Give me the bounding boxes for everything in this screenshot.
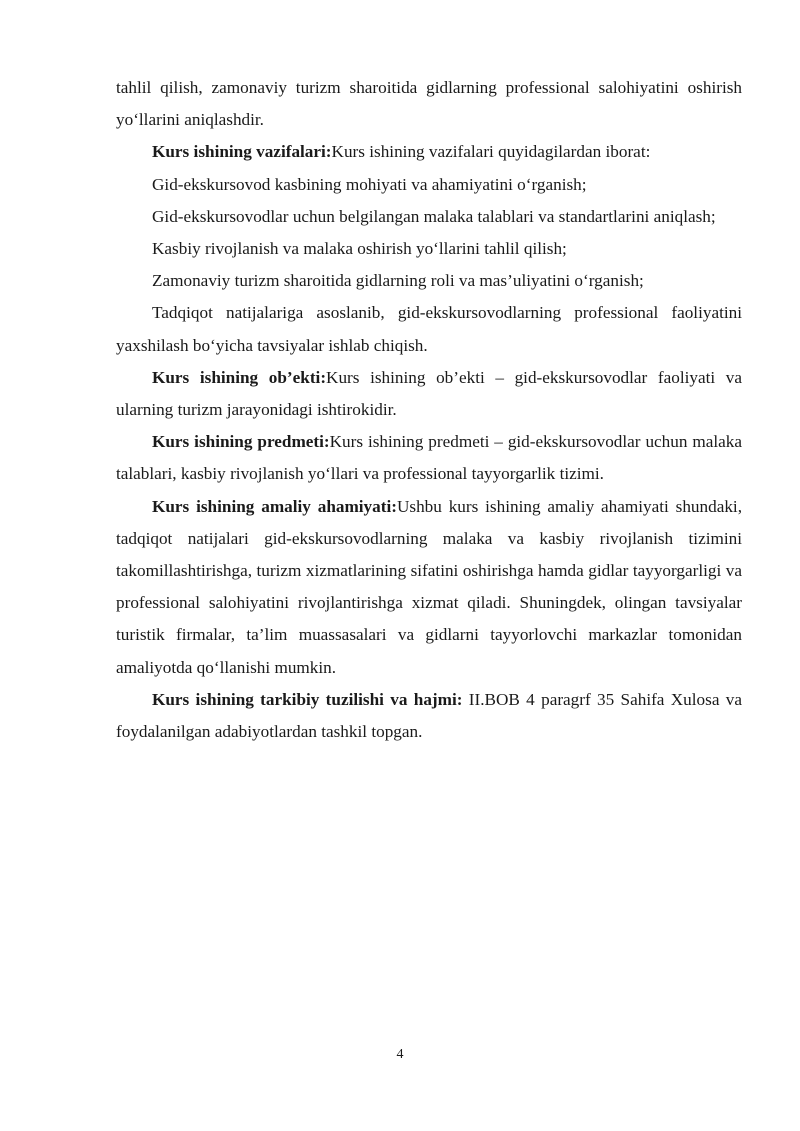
- paragraph-task-item: [116, 233, 742, 265]
- paragraph-subject: [116, 426, 742, 490]
- paragraph-text: Gid-ekskursovod kasbining mohiyati va ahamiyatini o‘rganish;: [152, 174, 587, 194]
- paragraph-text: Kurs ishining vazifalari quyidagilardan iborat:: [331, 142, 651, 162]
- paragraph-text: Zamonaviy turizm sharoitida gidlarning roli va mas’uliyatini o‘rganish;: [152, 271, 644, 291]
- document-body: [116, 72, 742, 748]
- paragraph-text: Ushbu kurs ishining amaliy ahamiyati shundaki, tadqiqot natijalari gid-ekskursovodlarning malaka va kasbiy rivojlanish tizimini takomillashtirishga, turizm xizmatlarining sifatini oshirishga hamda gidlar tayyorgarligi va professional salohiyatini rivojlantirishga xizmat qiladi. Shuningdek, olingan tavsiyalar turistik firmalar, ta’lim muassasalari va gidlarni tayyorlovchi markazlar tomonidan amaliyotda qo‘llanishi mumkin.: [116, 496, 742, 677]
- paragraph-task-item: [116, 169, 742, 201]
- paragraph-lead: Kurs ishining amaliy ahamiyati:: [152, 496, 397, 516]
- paragraph-object: [116, 362, 742, 426]
- paragraph-text: tahlil qilish, zamonaviy turizm sharoitida gidlarning professional salohiyatini oshirish yo‘llarini aniqlashdir.: [116, 78, 742, 130]
- paragraph-objective-continuation: [116, 72, 742, 136]
- paragraph-text: II.BOB 4 paragrf 35 Sahifa Xulosa va foydalanilgan adabiyotlardan tashkil topgan.: [116, 689, 742, 742]
- paragraph-task-item: [116, 201, 742, 233]
- paragraph-task-item: [116, 297, 742, 361]
- paragraph-lead: Kurs ishining tarkibiy tuzilishi va hajmi:: [152, 689, 463, 709]
- paragraph-text: Kurs ishining predmeti – gid-ekskursovodlar uchun malaka talablari, kasbiy rivojlanish yo‘llari va professional tayyorgarlik tizimi.: [116, 432, 742, 484]
- paragraph-text: Gid-ekskursovodlar uchun belgilangan malaka talablari va standartlarini aniqlash;: [152, 206, 716, 226]
- paragraph-practical-significance: [116, 491, 742, 684]
- paragraph-lead: Kurs ishining vazifalari:: [152, 142, 332, 162]
- paragraph-task-item: [116, 265, 742, 297]
- paragraph-structure: [116, 684, 742, 748]
- paragraph-lead: Kurs ishining predmeti:: [152, 432, 330, 452]
- paragraph-text: Kurs ishining ob’ekti – gid-ekskursovodlar faoliyati va ularning turizm jarayonidagi ishtirokidir.: [116, 367, 742, 420]
- paragraph-text: Kasbiy rivojlanish va malaka oshirish yo‘llarini tahlil qilish;: [152, 239, 567, 259]
- page-number: 4: [396, 1047, 404, 1062]
- paragraph-tasks-heading: [116, 136, 742, 168]
- paragraph-lead: Kurs ishining ob’ekti:: [152, 367, 327, 387]
- paragraph-text: Tadqiqot natijalariga asoslanib, gid-ekskursovodlarning professional faoliyatini yaxshilash bo‘yicha tavsiyalar ishlab chiqish.: [116, 303, 742, 355]
